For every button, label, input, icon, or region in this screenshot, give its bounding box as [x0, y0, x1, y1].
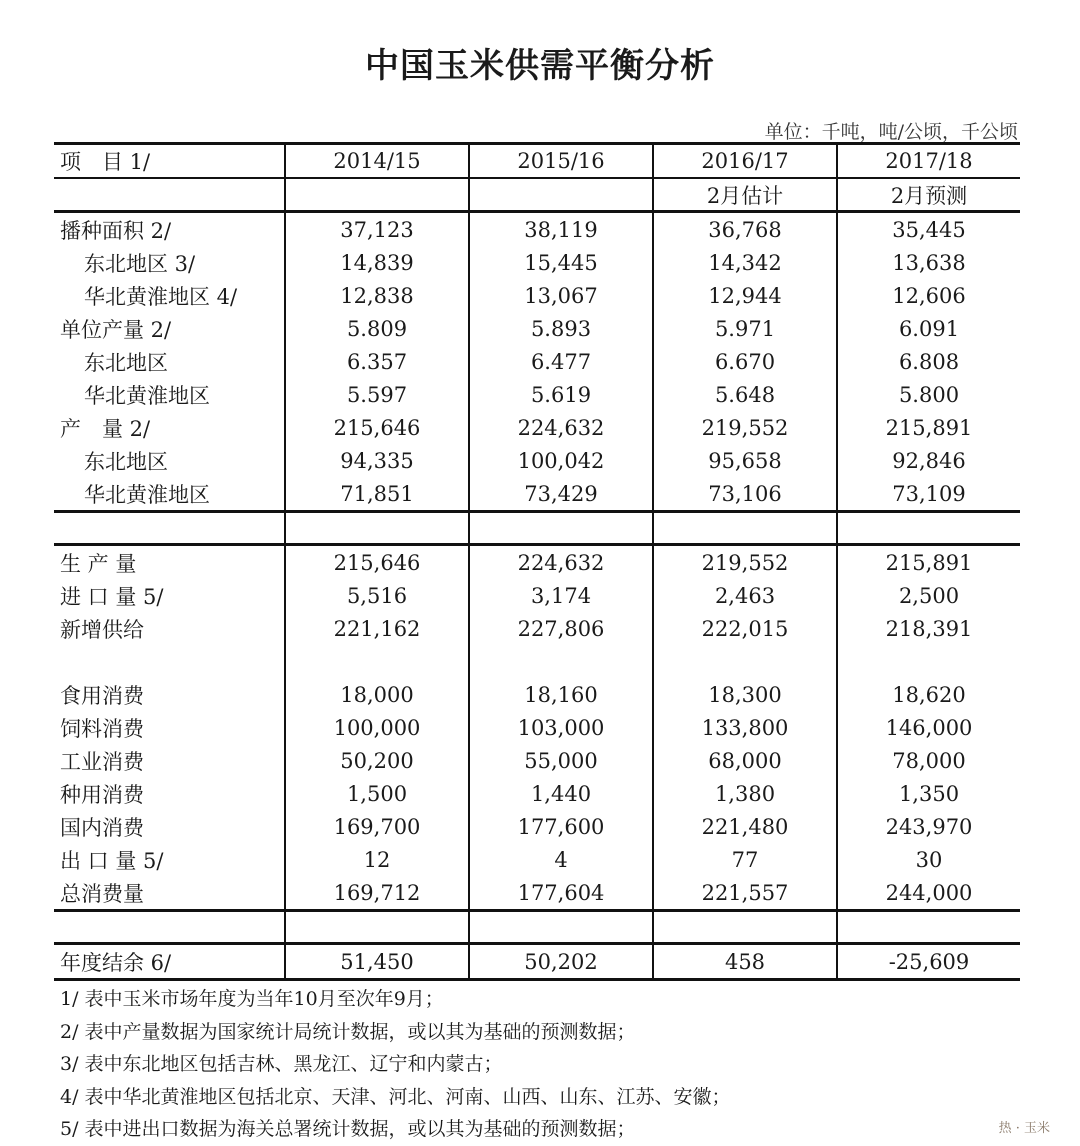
page-title: 中国玉米供需平衡分析 [365, 46, 715, 86]
table-row [54, 843, 1020, 876]
table-cell: 219,552 [653, 545, 837, 580]
footnotes [60, 983, 1020, 1146]
table-header-row [54, 144, 1020, 179]
table-cell: 50,200 [285, 744, 469, 777]
separator-row [54, 911, 1020, 944]
table-cell: 221,162 [285, 612, 469, 645]
table-cell: 6.091 [837, 312, 1020, 345]
table-cell: 1,380 [653, 777, 837, 810]
blank-cell [285, 911, 469, 944]
table-cell: 95,658 [653, 444, 837, 477]
table-cell: 73,429 [469, 477, 653, 512]
blank-cell [837, 645, 1020, 678]
table-cell: 14,342 [653, 246, 837, 279]
table-cell: 38,119 [469, 212, 653, 247]
header-year: 2014/15 [285, 144, 469, 179]
table-cell: 169,700 [285, 810, 469, 843]
table-cell: 35,445 [837, 212, 1020, 247]
table-cell: 2,500 [837, 579, 1020, 612]
table-cell: 5.648 [653, 378, 837, 411]
table-cell: 92,846 [837, 444, 1020, 477]
table-cell: 6.808 [837, 345, 1020, 378]
row-label: 播种面积 2/ [60, 218, 172, 243]
table-cell: 18,160 [469, 678, 653, 711]
table-cell: 12,838 [285, 279, 469, 312]
table-cell: 227,806 [469, 612, 653, 645]
table-row [54, 579, 1020, 612]
subheader-estimate: 2月估计 [653, 178, 837, 212]
table-cell: 73,109 [837, 477, 1020, 512]
table-cell: 133,800 [653, 711, 837, 744]
watermark-text: 热 · 玉米 [998, 1121, 1050, 1136]
table-cell: 13,638 [837, 246, 1020, 279]
header-year: 2016/17 [653, 144, 837, 179]
table-cell: 73,106 [653, 477, 837, 512]
blank-cell [54, 512, 285, 545]
table-cell: -25,609 [837, 944, 1020, 980]
blank-cell [469, 911, 653, 944]
header-item: 项 目 1/ [54, 144, 285, 179]
table-row [54, 711, 1020, 744]
table-row [54, 279, 1020, 312]
blank-cell [469, 512, 653, 545]
table-cell: 5.893 [469, 312, 653, 345]
blank-cell [837, 512, 1020, 545]
supply-demand-table-wrap [54, 142, 1020, 981]
table-cell: 218,391 [837, 612, 1020, 645]
footnote-line: 4/ 表中华北黄淮地区包括北京、天津、河北、河南、山西、山东、江苏、安徽； [60, 1085, 731, 1108]
table-cell: 146,000 [837, 711, 1020, 744]
blank-cell [653, 512, 837, 545]
table-cell: 100,000 [285, 711, 469, 744]
row-label: 种用消费 [60, 782, 144, 807]
table-cell: 37,123 [285, 212, 469, 247]
table-row [54, 246, 1020, 279]
table-cell: 224,632 [469, 545, 653, 580]
table-cell: 1,500 [285, 777, 469, 810]
table-cell: 55,000 [469, 744, 653, 777]
table-row [54, 810, 1020, 843]
table-cell: 68,000 [653, 744, 837, 777]
table-cell: 224,632 [469, 411, 653, 444]
blank-cell [285, 512, 469, 545]
separator-row [54, 512, 1020, 545]
table-cell: 215,646 [285, 545, 469, 580]
table-cell: 5.619 [469, 378, 653, 411]
blank-cell [653, 645, 837, 678]
table-cell: 94,335 [285, 444, 469, 477]
table-cell: 215,891 [837, 545, 1020, 580]
table-cell: 221,557 [653, 876, 837, 911]
header-year: 2015/16 [469, 144, 653, 179]
subheader-forecast: 2月预测 [837, 178, 1020, 212]
table-cell: 4 [469, 843, 653, 876]
table-cell: 5.971 [653, 312, 837, 345]
row-label: 东北地区 [84, 449, 168, 474]
subheader-cell [285, 178, 469, 212]
table-cell: 3,174 [469, 579, 653, 612]
table-cell: 51,450 [285, 944, 469, 980]
table-cell: 71,851 [285, 477, 469, 512]
table-cell: 215,891 [837, 411, 1020, 444]
table-cell: 12,606 [837, 279, 1020, 312]
table-cell: 221,480 [653, 810, 837, 843]
table-row [54, 411, 1020, 444]
row-label: 东北地区 3/ [84, 251, 196, 276]
footnote-line: 1/ 表中玉米市场年度为当年10月至次年9月； [60, 988, 444, 1010]
table-cell: 458 [653, 944, 837, 980]
table-row [54, 444, 1020, 477]
row-label: 华北黄淮地区 4/ [84, 284, 238, 309]
table-cell: 12,944 [653, 279, 837, 312]
table-subheader-row [54, 178, 1020, 212]
table-cell: 18,620 [837, 678, 1020, 711]
row-label: 年度结余 6/ [54, 944, 285, 980]
row-label: 华北黄淮地区 [84, 383, 210, 408]
footnote-line: 5/ 表中进出口数据为海关总署统计数据，或以其为基础的预测数据； [60, 1118, 636, 1140]
table-cell: 18,300 [653, 678, 837, 711]
table-cell: 6.670 [653, 345, 837, 378]
table-row [54, 612, 1020, 645]
table-cell: 12 [285, 843, 469, 876]
row-label: 单位产量 2/ [60, 317, 172, 342]
table-cell: 215,646 [285, 411, 469, 444]
table-row [54, 777, 1020, 810]
table-cell: 6.357 [285, 345, 469, 378]
table-cell: 6.477 [469, 345, 653, 378]
blank-cell [653, 911, 837, 944]
table-row [54, 345, 1020, 378]
spacer-row [54, 645, 1020, 678]
blank-cell [285, 645, 469, 678]
row-label: 总消费量 [60, 881, 144, 906]
table-cell: 222,015 [653, 612, 837, 645]
row-label: 东北地区 [84, 350, 168, 375]
table-cell: 36,768 [653, 212, 837, 247]
balance-row [54, 944, 1020, 980]
row-label: 新增供给 [60, 617, 144, 642]
table-row [54, 312, 1020, 345]
table-row [54, 212, 1020, 247]
table-row [54, 876, 1020, 911]
row-label: 食用消费 [60, 683, 144, 708]
table-row [54, 477, 1020, 512]
table-cell: 50,202 [469, 944, 653, 980]
row-label: 进 口 量 5/ [60, 584, 164, 609]
row-label: 饲料消费 [60, 716, 144, 741]
unit-note: 单位：千吨，吨/公顷，千公顷 [764, 121, 1018, 143]
row-label: 华北黄淮地区 [84, 482, 210, 507]
table-cell: 5,516 [285, 579, 469, 612]
table-cell: 177,604 [469, 876, 653, 911]
footnote-line: 3/ 表中东北地区包括吉林、黑龙江、辽宁和内蒙古； [60, 1053, 503, 1075]
table-cell: 77 [653, 843, 837, 876]
table-row [54, 678, 1020, 711]
blank-cell [469, 645, 653, 678]
row-label: 生 产 量 [60, 551, 137, 576]
blank-cell [54, 911, 285, 944]
table-cell: 100,042 [469, 444, 653, 477]
table-cell: 169,712 [285, 876, 469, 911]
table-cell: 243,970 [837, 810, 1020, 843]
table-cell: 244,000 [837, 876, 1020, 911]
table-cell: 103,000 [469, 711, 653, 744]
table-row [54, 545, 1020, 580]
table-cell: 2,463 [653, 579, 837, 612]
supply-demand-table [54, 142, 1020, 981]
row-label: 国内消费 [60, 815, 144, 840]
table-cell: 18,000 [285, 678, 469, 711]
subheader-cell [54, 178, 285, 212]
table-cell: 1,350 [837, 777, 1020, 810]
footnote-line: 2/ 表中产量数据为国家统计局统计数据，或以其为基础的预测数据； [60, 1020, 636, 1043]
table-cell: 30 [837, 843, 1020, 876]
table-cell: 13,067 [469, 279, 653, 312]
table-cell: 14,839 [285, 246, 469, 279]
table-cell: 5.597 [285, 378, 469, 411]
blank-cell [837, 911, 1020, 944]
table-cell: 177,600 [469, 810, 653, 843]
table-cell: 5.809 [285, 312, 469, 345]
row-label: 产 量 2/ [60, 416, 151, 441]
table-cell: 5.800 [837, 378, 1020, 411]
table-row [54, 378, 1020, 411]
blank-cell [54, 645, 285, 678]
row-label: 工业消费 [60, 749, 144, 774]
table-row [54, 744, 1020, 777]
header-year: 2017/18 [837, 144, 1020, 179]
row-label: 出 口 量 5/ [60, 848, 164, 873]
subheader-cell [469, 178, 653, 212]
table-cell: 15,445 [469, 246, 653, 279]
table-cell: 1,440 [469, 777, 653, 810]
table-cell: 219,552 [653, 411, 837, 444]
table-cell: 78,000 [837, 744, 1020, 777]
